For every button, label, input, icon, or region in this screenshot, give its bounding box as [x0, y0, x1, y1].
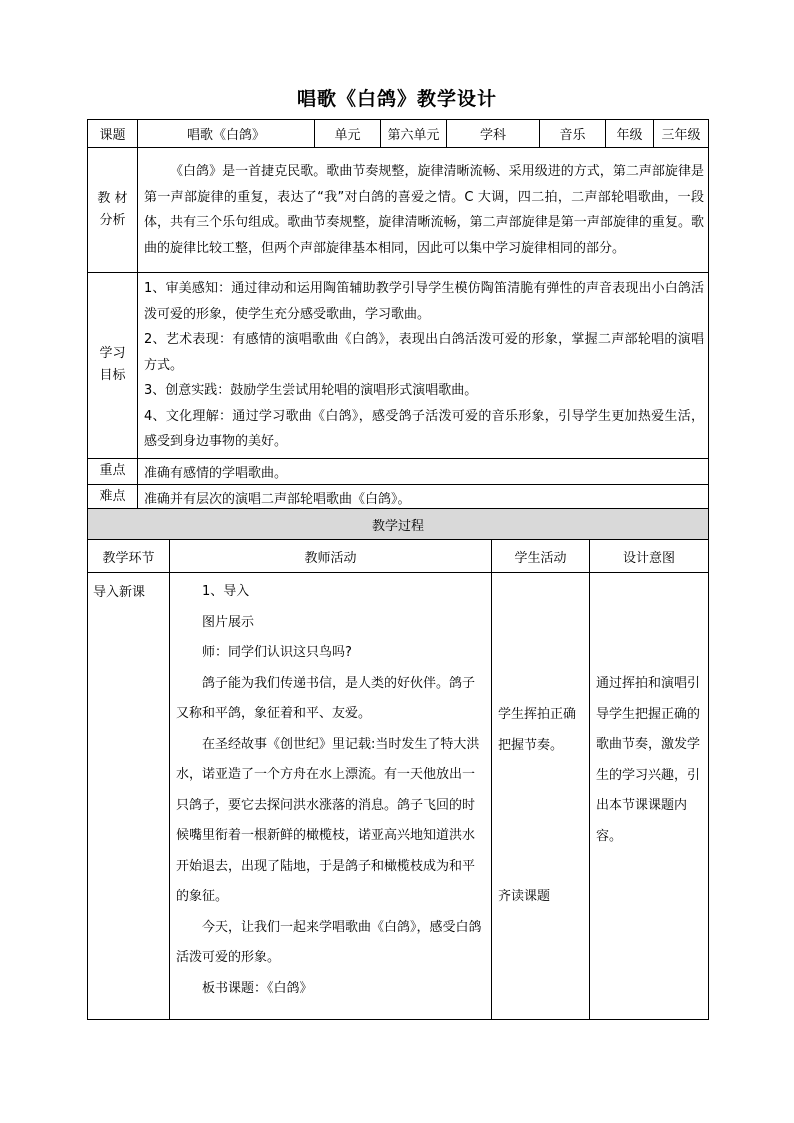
objective-item: 3、创意实践：鼓励学生尝试用轮唱的演唱形式演唱歌曲。 [144, 383, 478, 398]
objective-item: 4、文化理解：通过学习歌曲《白鸽》，感受鸽子活泼可爱的音乐形象，引导学生更加热爱生活，感受到身边事物的美好。 [144, 408, 704, 449]
teacher-line: 板书课题：《白鸽》 [202, 980, 313, 996]
objectives-row [88, 273, 709, 459]
difficulty-label: 难点 [88, 484, 138, 510]
subject-label: 学科 [447, 120, 540, 148]
student-line: 齐读课题 [498, 889, 551, 904]
difficulty-row [88, 484, 709, 510]
objectives-cell [138, 273, 709, 459]
objective-item: 2、艺术表现：有感情的演唱歌曲《白鸽》，表现出白鸽活泼可爱的形象，掌握二声部轮唱的演唱方式。 [144, 332, 704, 373]
unit-value: 第六单元 [381, 120, 447, 148]
key-point-row [88, 458, 709, 484]
process-column-headers [88, 540, 709, 573]
teacher-line: 今天，让我们一起来学唱歌曲《白鸽》，感受白鸽活泼可爱的形象。 [176, 919, 482, 965]
header-row [88, 120, 709, 148]
column-header: 教学环节 [88, 540, 170, 573]
material-label: 教 材 分析 [88, 148, 138, 273]
column-header: 设计意图 [590, 540, 709, 573]
intent-text: 通过挥拍和演唱引导学生把握正确的歌曲节奏，激发学生的学习兴趣，引出本节课课题内容。 [596, 676, 701, 844]
material-cell [138, 148, 709, 273]
subject-value: 音乐 [540, 120, 606, 148]
column-header: 教师活动 [170, 540, 492, 573]
process-row [88, 573, 709, 1020]
difficulty-text: 准确并有层次的演唱二声部轮唱歌曲《白鸽》。 [138, 484, 709, 510]
column-header: 学生活动 [492, 540, 590, 573]
teacher-line: 图片展示 [202, 614, 255, 630]
process-band [88, 509, 709, 540]
topic-label: 课题 [88, 120, 138, 148]
stage-name: 导入新课 [88, 573, 170, 1020]
student-activity [492, 573, 590, 1020]
info-table [87, 119, 709, 511]
document-title: 唱歌《白鸽》教学设计 [296, 88, 497, 110]
unit-label: 单元 [315, 120, 381, 148]
teacher-line: 1、导入 [202, 584, 250, 599]
grade-value: 三年级 [654, 120, 709, 148]
objective-item: 1、审美感知：通过律动和运用陶笛辅助教学引导学生模仿陶笛清脆有弹性的声音表现出小白鸽活泼可爱的形象，使学生充分感受歌曲，学习歌曲。 [144, 281, 704, 322]
teacher-activity [170, 573, 492, 1020]
material-text: 《白鸽》是一首捷克民歌。歌曲节奏规整，旋律清晰流畅、采用级进的方式，第二声部旋律是第一声部旋律的重复，表达了“我”对白鸽的喜爱之情。C 大调，四二拍，二声部轮唱歌曲，一段体，共有三个乐句组成。歌曲节奏规整，旋律清晰流畅，第二声部旋律是第一声部旋律的重复。歌曲的旋律比较工整，但两个声部旋律基本相同，因此可以集中学习旋律相同的部分。 [144, 164, 704, 256]
student-line: 学生挥拍正确把握节奏。 [498, 707, 577, 753]
process-title: 教学过程 [88, 509, 709, 540]
grade-label: 年级 [606, 120, 654, 148]
process-table [87, 508, 709, 1020]
design-intent [590, 573, 709, 1020]
key-point-label: 重点 [88, 458, 138, 484]
key-point-text: 准确有感情的学唱歌曲。 [138, 458, 709, 484]
teacher-line: 鸽子能为我们传递书信，是人类的好伙伴。鸽子又称和平鸽，象征着和平、友爱。 [176, 675, 476, 721]
teacher-line: 师：同学们认识这只鸟吗? [202, 645, 352, 660]
topic-value: 唱歌《白鸽》 [138, 120, 315, 148]
objectives-label: 学习 目标 [88, 273, 138, 459]
material-row [88, 148, 709, 273]
teacher-line: 在圣经故事《创世纪》里记载:当时发生了特大洪水，诺亚造了一个方舟在水上漂流。有一天他放出一只鸽子，要它去探问洪水涨落的消息。鸽子飞回的时候嘴里衔着一根新鲜的橄榄枝，诺亚高兴地知道洪水开始退去，出现了陆地，于是鸽子和橄榄枝成为和平的象征。 [176, 736, 480, 904]
